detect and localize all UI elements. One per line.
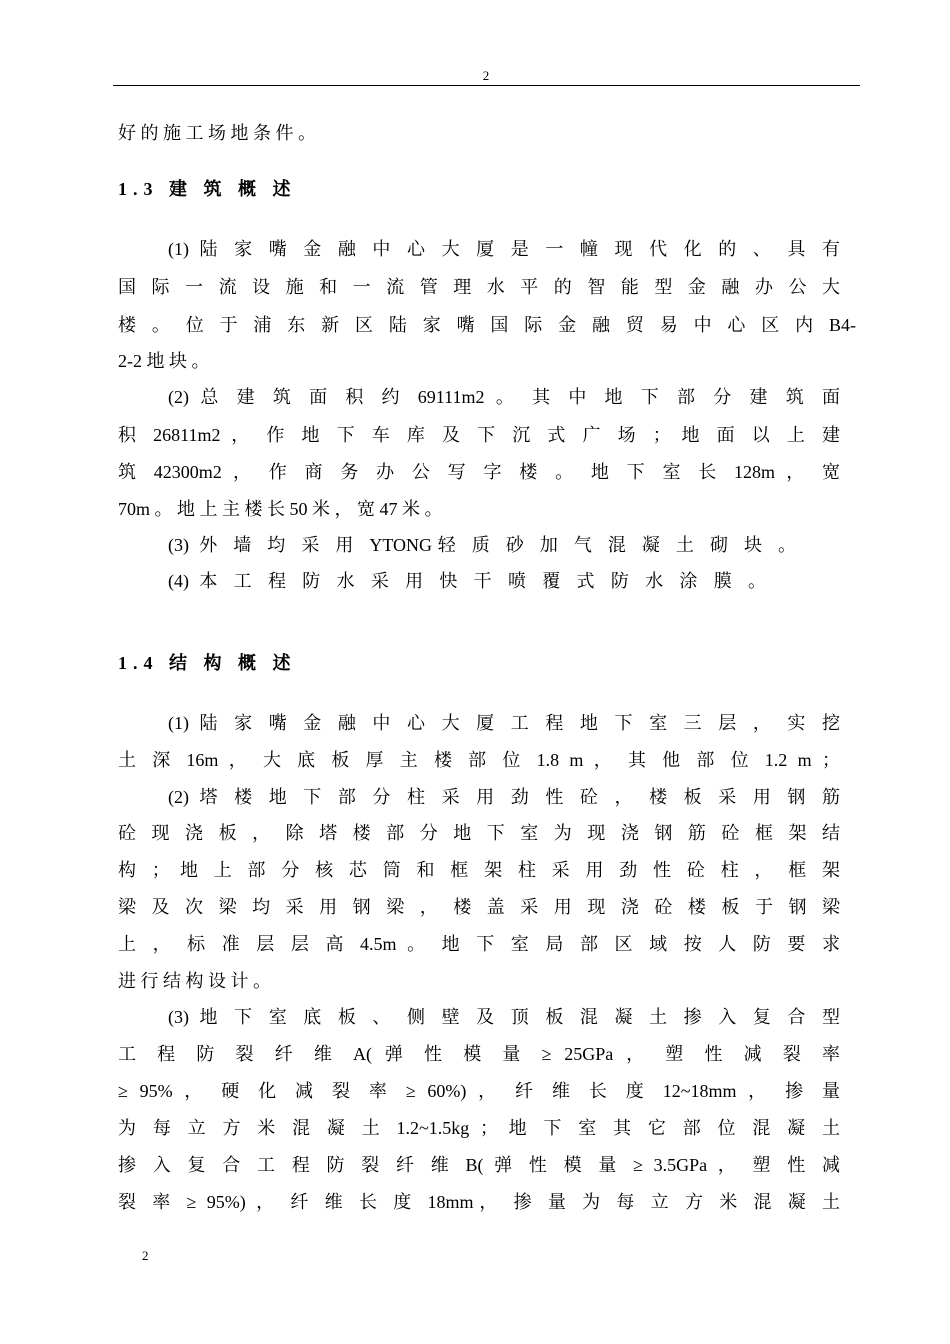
page-number-footer: 2 xyxy=(142,1248,149,1263)
section-heading-1-3: 1.3 建 筑 概 述 xyxy=(118,179,297,199)
paragraph-line: 砼 现 浇 板 ， 除 塔 楼 部 分 地 下 室 为 现 浇 钢 筋 砼 框 架 结 xyxy=(118,823,840,843)
paragraph-line: 上 ， 标 准 层 层 高 4.5m 。 地 下 室 局 部 区 域 按 人 防 要 求 xyxy=(118,934,840,954)
paragraph-line: 积 26811m2 ， 作 地 下 车 库 及 下 沉 式 广 场 ； 地 面 以 上 建 xyxy=(118,425,840,445)
paragraph-line: 土 深 16m ， 大 底 板 厚 主 楼 部 位 1.8 m ， 其 他 部 位 1.2 m ； xyxy=(118,750,840,770)
paragraph-line: (4) 本 工 程 防 水 采 用 快 干 喷 覆 式 防 水 涂 膜 。 xyxy=(168,571,766,591)
paragraph-line: 2-2 地 块 。 xyxy=(118,351,210,371)
paragraph-line: 梁 及 次 梁 均 采 用 钢 梁 ， 楼 盖 采 用 现 浇 砼 楼 板 于 钢 梁 xyxy=(118,897,840,917)
paragraph-line: 好 的 施 工 场 地 条 件 。 xyxy=(118,123,316,143)
page-number-header: 2 xyxy=(482,68,490,83)
paragraph-line: 70m 。 地 上 主 楼 长 50 米 ， 宽 47 米 。 xyxy=(118,499,443,519)
paragraph-line: 构 ； 地 上 部 分 核 芯 筒 和 框 架 柱 采 用 劲 性 砼 柱 ， 框 架 xyxy=(118,860,840,880)
header-divider xyxy=(113,85,860,86)
paragraph-line: 掺 入 复 合 工 程 防 裂 纤 维 B( 弹 性 模 量 ≥ 3.5GPa ， 塑 性 减 xyxy=(118,1155,840,1175)
paragraph-line: 裂 率 ≥ 95%) ， 纤 维 长 度 18mm， 掺 量 为 每 立 方 米 混 凝 土 xyxy=(118,1192,840,1212)
paragraph-line: (1) 陆 家 嘴 金 融 中 心 大 厦 是 一 幢 现 代 化 的 、 具 有 xyxy=(168,239,840,259)
section-heading-1-4: 1.4 结 构 概 述 xyxy=(118,653,297,673)
paragraph-line: 为 每 立 方 米 混 凝 土 1.2~1.5kg ； 地 下 室 其 它 部 位 混 凝 土 xyxy=(118,1118,840,1138)
paragraph-line: (3) 地 下 室 底 板 、 侧 壁 及 顶 板 混 凝 土 掺 入 复 合 型 xyxy=(168,1007,840,1027)
paragraph-line: ≥ 95% ， 硬 化 减 裂 率 ≥ 60%) ， 纤 维 长 度 12~18mm ， 掺 量 xyxy=(118,1081,840,1101)
paragraph-line: 筑 42300m2 ， 作 商 务 办 公 写 字 楼 。 地 下 室 长 128m ， 宽 xyxy=(118,462,841,482)
paragraph-line: 工 程 防 裂 纤 维 A( 弹 性 模 量 ≥ 25GPa ， 塑 性 减 裂 率 xyxy=(118,1044,840,1064)
paragraph-line: 进 行 结 构 设 计 。 xyxy=(118,971,271,991)
paragraph-line: (3) 外 墙 均 采 用 YTONG轻 质 砂 加 气 混 凝 土 砌 块 。 xyxy=(168,535,796,555)
paragraph-line: 国 际 一 流 设 施 和 一 流 管 理 水 平 的 智 能 型 金 融 办 公 大 xyxy=(118,277,840,297)
paragraph-line: (2) 塔 楼 地 下 部 分 柱 采 用 劲 性 砼 ， 楼 板 采 用 钢 筋 xyxy=(168,787,840,807)
paragraph-line: (2) 总 建 筑 面 积 约 69111m2 。 其 中 地 下 部 分 建 筑 面 xyxy=(168,387,840,407)
paragraph-line: 楼 。 位 于 浦 东 新 区 陆 家 嘴 国 际 金 融 贸 易 中 心 区 内 B4- xyxy=(118,315,856,335)
paragraph-line: (1) 陆 家 嘴 金 融 中 心 大 厦 工 程 地 下 室 三 层 ， 实 挖 xyxy=(168,713,840,733)
